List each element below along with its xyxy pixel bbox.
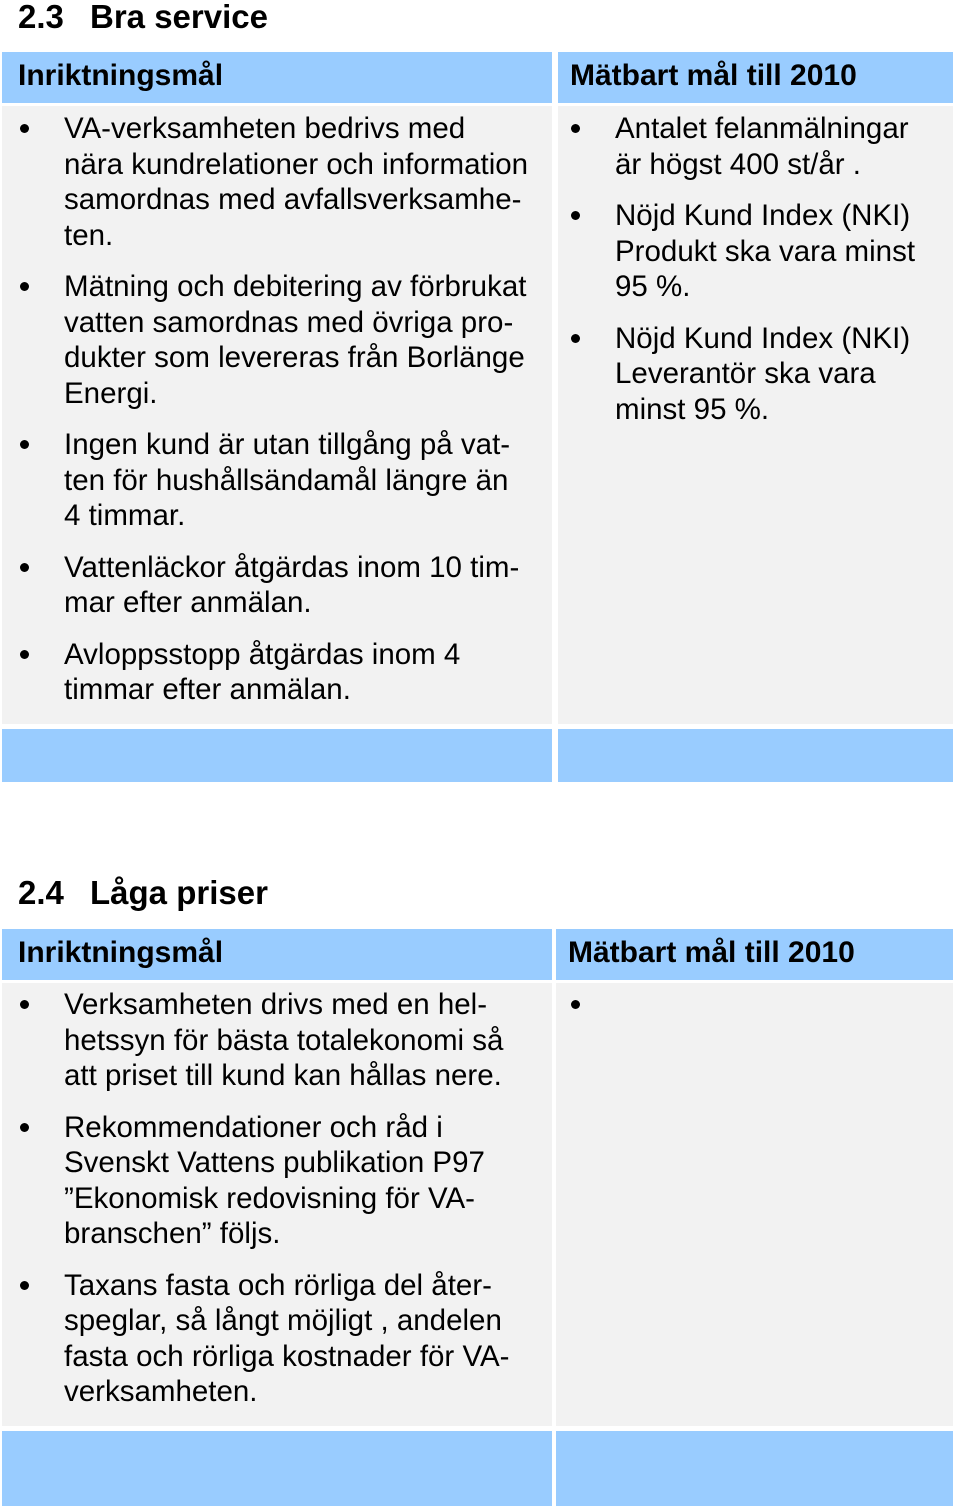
list-item-line: samordnas med avfallsverksamhe- [64,183,522,216]
list-item-line: fasta och rörliga kostnader för VA- [64,1339,510,1373]
list-item-line: Svenskt Vattens publikation P97 [64,1146,485,1179]
column-header-right: Mätbart mål till 2010 [556,929,953,980]
bullet-icon [20,650,29,659]
list-item [64,427,549,534]
list-item-line: mar efter anmälan. [64,586,312,619]
list-item-line: branschen” följs. [64,1217,281,1250]
list-item [615,198,950,305]
goal-list [64,111,549,724]
list-item-line: Avloppsstopp åtgärdas inom 4 [64,637,461,671]
list-item-line: timmar efter anmälan. [64,673,351,706]
list-item-line: Produkt ska vara minst [615,234,916,268]
section-title [18,876,268,910]
list-item-line: att priset till kund kan hållas nere. [64,1059,502,1092]
list-item-line: ten för hushållsändamål längre än [64,463,509,497]
list-item-line: Energi. [64,376,158,410]
list-item-line: verksamheten. [64,1375,258,1408]
list-item-line: Vattenläckor åtgärdas inom 10 tim- [64,550,520,584]
list-item-line: Nöjd Kund Index (NKI) [615,321,911,355]
list-item-line: minst 95 %. [615,392,770,426]
column-header-right: Mätbart mål till 2010 [558,52,953,103]
list-item-line: Mätning och debitering av förbrukat [64,270,527,303]
list-item [615,987,950,1023]
list-item-line: dukter som levereras från Borlänge [64,341,525,374]
table-footer-left [2,729,552,782]
measurable-goal-list [615,111,950,443]
list-item-line: hetssyn för bästa totalekonomi så [64,1023,504,1057]
list-item [64,550,549,621]
list-item-line: ”Ekonomisk redovisning för VA- [64,1181,475,1215]
section-title [18,0,268,34]
bullet-icon [20,1000,29,1009]
bullet-icon [571,124,580,133]
section-heading: Låga priser [90,874,268,911]
measurable-goal-list [615,987,950,1039]
bullet-icon [20,1281,29,1290]
list-item-line: Rekommendationer och råd i [64,1110,443,1144]
list-item-line: 4 timmar. [64,499,186,532]
list-item [64,111,549,253]
right-cell [556,983,953,1426]
list-item [64,1268,549,1410]
bullet-icon [20,1123,29,1132]
bullet-icon [20,440,29,449]
list-item [615,111,950,182]
table-footer-right [558,729,953,782]
list-item-line: nära kundrelationer och information [64,147,529,181]
list-item-line: speglar, så långt möjligt , andelen [64,1304,502,1337]
section-number: 2.3 [18,0,64,35]
list-item-line: Ingen kund är utan tillgång på vat- [64,428,511,461]
list-item [64,637,549,708]
list-item [64,269,549,411]
list-item [64,1110,549,1252]
section-heading: Bra service [90,0,268,35]
bullet-icon [20,124,29,133]
table-footer-left [2,1431,552,1506]
list-item-line: Antalet felanmälningar [615,112,909,145]
section-number: 2.4 [18,874,64,911]
list-item [615,321,950,428]
list-item [64,987,549,1094]
list-item-line: Verksamheten drivs med en hel- [64,988,488,1021]
bullet-icon [571,1000,580,1009]
bullet-icon [20,563,29,572]
list-item-line: Leverantör ska vara [615,357,876,390]
bullet-icon [571,334,580,343]
list-item-line: ten. [64,218,114,252]
list-item-line: 95 %. [615,270,691,303]
column-header-left: Inriktningsmål [2,52,552,103]
list-item-line: Nöjd Kund Index (NKI) [615,199,911,232]
list-item-line: Taxans fasta och rörliga del åter- [64,1268,492,1302]
list-item-line: VA-verksamheten bedrivs med [64,112,466,145]
bullet-icon [571,211,580,220]
goal-list [64,987,549,1426]
table-footer-right [556,1431,953,1506]
column-header-left: Inriktningsmål [2,929,552,980]
list-item-line: vatten samordnas med övriga pro- [64,305,514,339]
bullet-icon [20,282,29,291]
list-item-line: är högst 400 st/år . [615,147,861,181]
list-item-line [615,987,950,1023]
